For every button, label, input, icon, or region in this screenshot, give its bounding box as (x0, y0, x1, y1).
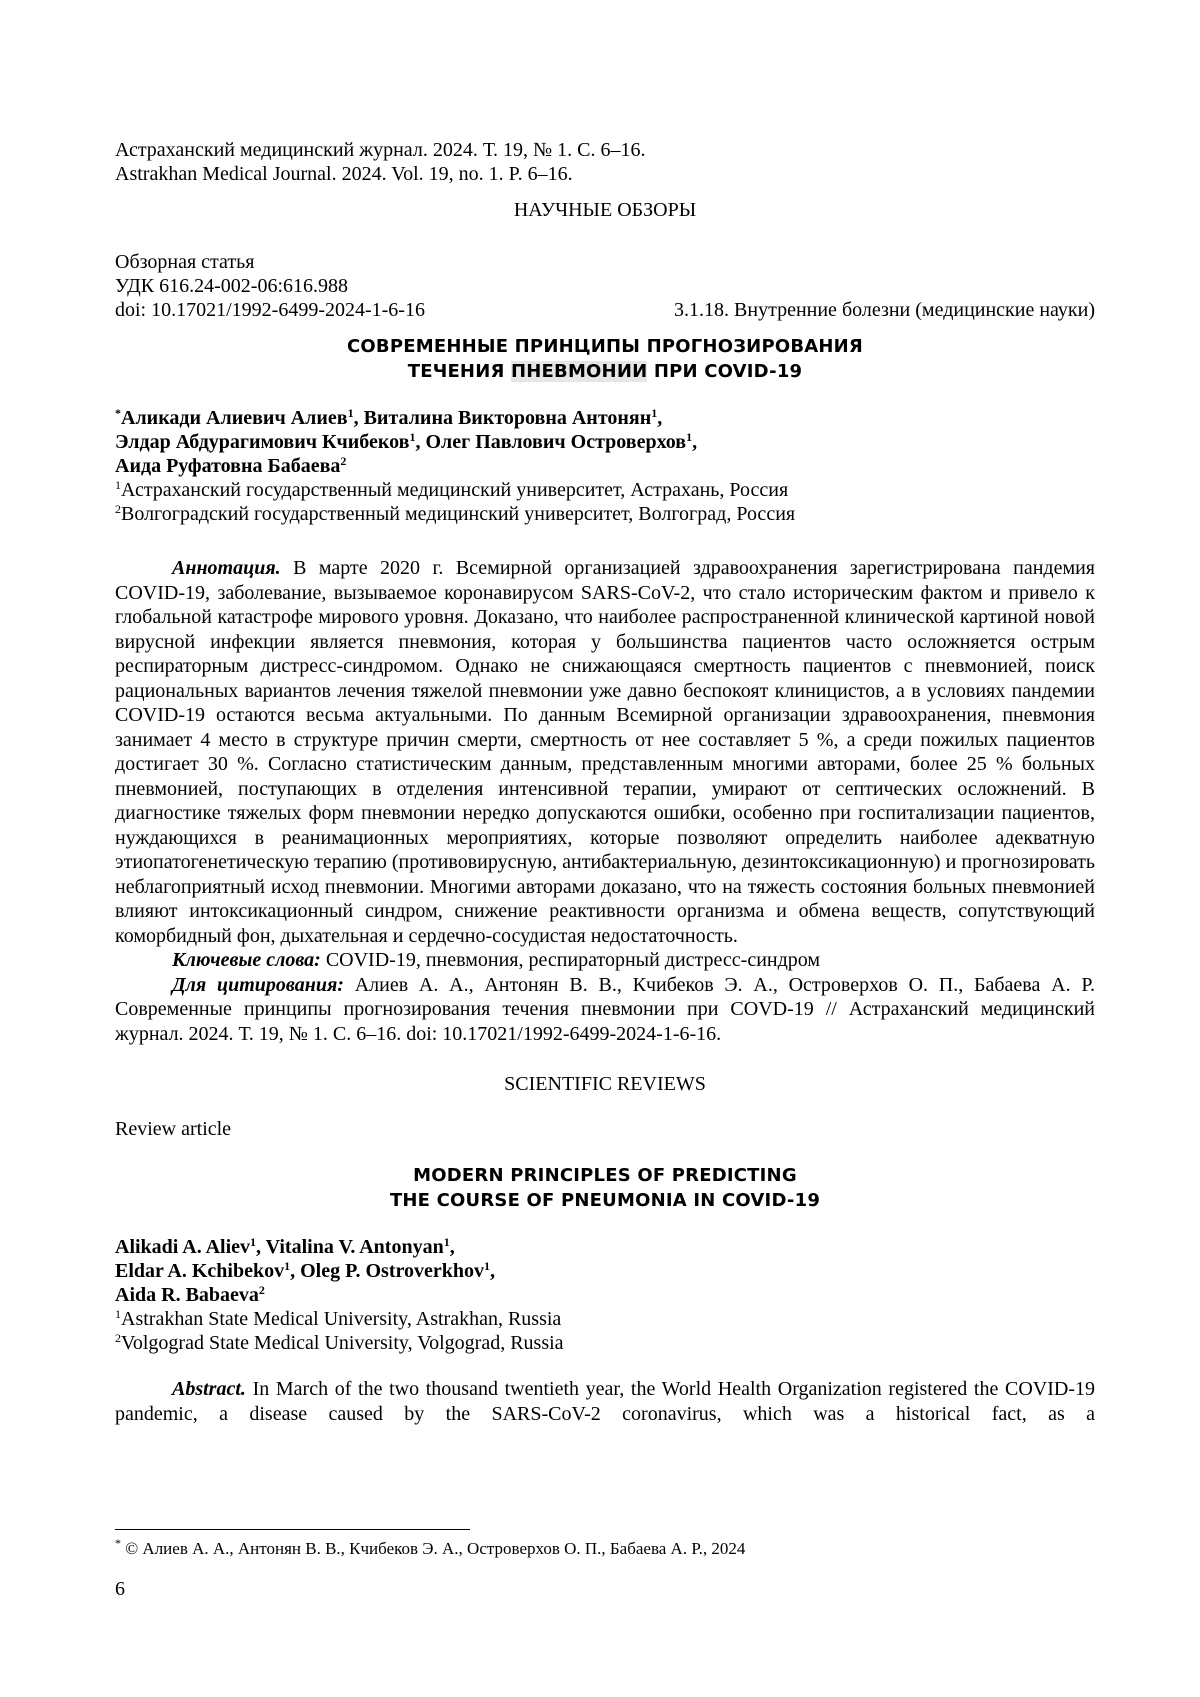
author-sup: 1 (347, 406, 354, 420)
affiliation-text: Volgograd State Medical University, Volgograd, Russia (121, 1332, 564, 1354)
author-marker: * (115, 406, 121, 420)
title-ru-part-a: ТЕЧЕНИЯ (407, 361, 511, 382)
citation-line-en: Astrakhan Medical Journal. 2024. Vol. 19, no. 1. P. 6–16. (115, 163, 573, 185)
title-ru-line1: СОВРЕМЕННЫЕ ПРИНЦИПЫ ПРОГНОЗИРОВАНИЯ (347, 336, 863, 357)
affiliation-ru-2 (115, 502, 1095, 526)
abstract-en-paragraph (115, 1377, 1095, 1426)
author-sep: , (256, 1236, 266, 1258)
keywords-ru-label: Ключевые слова: (172, 949, 321, 971)
affiliation-sup: 1 (115, 478, 121, 492)
author-name: Аликади Алиевич Алиев (121, 407, 348, 429)
keywords-ru-text: COVID-19, пневмония, респираторный дистресс-синдром (325, 949, 821, 971)
abstract-en-label: Abstract. (172, 1378, 246, 1400)
authors-en-line1 (115, 1235, 1095, 1259)
title-ru-line2 (115, 359, 1095, 384)
specialty-code: 3.1.18. Внутренние болезни (медицинские науки) (674, 299, 1095, 321)
author-name: Alikadi A. Aliev (115, 1236, 251, 1258)
author-sup: 1 (284, 1259, 291, 1273)
author-sep: , (490, 1260, 496, 1282)
title-en-line2: THE COURSE OF PNEUMONIA IN COVID-19 (389, 1190, 821, 1211)
author-sup: 1 (484, 1259, 491, 1273)
author-name: Олег Павлович Островерхов (425, 431, 687, 453)
author-sup: 2 (258, 1283, 265, 1297)
udc-code: УДК 616.24-002-06:616.988 (115, 275, 348, 297)
footnote-text: © Алиев А. А., Антонян В. В., Кчибеков Э. А., Островерхов О. П., Бабаева А. Р., 2024 (125, 1539, 746, 1558)
author-name: Oleg P. Ostroverkhov (300, 1260, 485, 1282)
author-sep: , (449, 1236, 455, 1258)
authors-ru (115, 406, 1095, 536)
footnote-divider (115, 1529, 470, 1530)
title-en (115, 1163, 1095, 1223)
cite-ru-label: Для цитирования: (172, 973, 344, 996)
article-meta-ru (115, 250, 1095, 334)
citation-line-ru: Астраханский медицинский журнал. 2024. Т. 19, № 1. С. 6–16. (115, 139, 646, 161)
affiliation-text: Волгоградский государственный медицинский университет, Волгоград, Россия (121, 503, 796, 525)
abstract-en-text: In March of the two thousand twentieth year, the World Health Organization registered the COVID-19 pandemic, a disease caused by the SARS-CoV-2 coronavirus, which was a historical fact, as a (115, 1378, 1095, 1425)
doi: doi: 10.17021/1992-6499-2024-1-6-16 (115, 299, 425, 321)
authors-ru-line2 (115, 430, 1095, 454)
author-sup: 2 (340, 454, 347, 468)
author-sup: 1 (651, 406, 658, 420)
author-sep: , (415, 431, 426, 453)
affiliation-sup: 2 (115, 502, 121, 516)
author-sep: , (657, 407, 663, 429)
abstract-ru (115, 556, 1095, 1046)
authors-en (115, 1235, 1095, 1355)
abstract-ru-label: Аннотация. (172, 557, 281, 579)
title-en-line1: MODERN PRINCIPLES OF PREDICTING (413, 1165, 797, 1186)
title-ru (115, 334, 1095, 398)
abstract-ru-text: В марте 2020 г. Всемирной организацией здравоохранения зарегистрирована пандемия COVID-19, заболевание, вызываемое коронавирусом SARS-CoV-2, что стало историческим фактом и привело к глобальной катастрофе мирового уровня. Доказано, что наиболее распространенной клинической картиной новой вирусной инфекции является пневмония, которая у большинства пациентов часто осложняется острым респираторным дистресс-синдромом. Однако не снижающаяся смертность пациентов с пневмонией, поиск рациональных вариантов лечения тяжелой пневмонии уже давно беспокоят клиницистов, а в условиях пандемии COVID-19 остаются весьма актуальными. По данным Всемирной организации здравоохранения, пневмония занимает 4 место в структуре причин смерти, смертность от нее составляет 5 %, а среди пожилых пациентов достигает 30 %. Согласно статистическим данным, представленным многими авторами, более 25 % больных пневмонией, поступающих в отделения интенсивной терапии, умирают от септических осложнений. В диагностике тяжелых форм пневмонии нередко допускаются ошибки, особенно при госпитализации пациентов, нуждающихся в реанимационных мероприятиях, которые позволяют определить наиболее адекватную этиопатогенетическую терапию (противовирусную, антибактериальную, дезинтоксикационную) и прогнозировать неблагоприятный исход пневмонии. Многими авторами доказано, что на тяжесть состояния больных пневмонией влияют интоксикационный синдром, снижение реактивности организма и обмена веществ, сопутствующий коморбидный фон, дыхательная и сердечно-сосудистая недостаточность. (115, 557, 1096, 947)
authors-en-line2 (115, 1259, 1095, 1283)
author-name: Vitalina V. Antonyan (265, 1236, 444, 1258)
section-heading-en: SCIENTIFIC REVIEWS (504, 1073, 706, 1095)
journal-citation (115, 138, 1095, 198)
author-sup: 1 (409, 430, 416, 444)
author-sup: 1 (250, 1235, 257, 1249)
affiliation-ru-1 (115, 478, 1095, 502)
footnote-marker: * (115, 1536, 121, 1550)
abstract-ru-paragraph (115, 556, 1095, 948)
author-name: Виталина Викторовна Антонян (363, 407, 652, 429)
section-heading-ru: НАУЧНЫЕ ОБЗОРЫ (513, 199, 697, 221)
affiliation-en-1 (115, 1307, 1095, 1331)
authors-en-line3 (115, 1283, 1095, 1307)
copyright-footnote (115, 1538, 745, 1560)
abstract-en (115, 1377, 1095, 1426)
doi-row (115, 298, 1095, 322)
page-number: 6 (115, 1578, 125, 1600)
author-sep: , (290, 1260, 301, 1282)
author-name: Элдар Абдурагимович Кчибеков (115, 431, 410, 453)
author-sep: , (692, 431, 698, 453)
author-sep: , (353, 407, 364, 429)
affiliation-text: Астраханский государственный медицинский университет, Астрахань, Россия (121, 479, 789, 501)
page-body (115, 138, 1095, 1426)
title-ru-highlight: ПНЕВМОНИИ (511, 361, 648, 382)
cite-ru (115, 973, 1095, 1047)
affiliation-en-2 (115, 1331, 1095, 1355)
author-name: Eldar A. Kchibekov (115, 1260, 285, 1282)
affiliation-sup: 2 (115, 1331, 121, 1345)
affiliation-sup: 1 (115, 1307, 121, 1321)
keywords-ru (115, 948, 1095, 973)
affiliation-text: Astrakhan State Medical University, Astrakhan, Russia (121, 1308, 562, 1330)
author-sup: 1 (443, 1235, 450, 1249)
cite-ru-text: Алиев А. А., Антонян В. В., Кчибеков Э. А., Островерхов О. П., Бабаева А. Р. Современные принципы прогнозирования течения пневмонии при COVD-19 // Астраханский медицинский журнал. 2024. Т. 19, № 1. С. 6–16. doi: 10.17021/1992-6499-2024-1-6-16. (115, 973, 1095, 1045)
authors-ru-line3 (115, 454, 1095, 478)
author-sup: 1 (686, 430, 693, 444)
author-name: Aida R. Babaeva (115, 1284, 259, 1306)
article-type-ru: Обзорная статья (115, 251, 255, 273)
title-ru-part-b: ПРИ COVID-19 (647, 361, 803, 382)
authors-ru-line1 (115, 406, 1095, 430)
article-type-en: Review article (115, 1118, 232, 1140)
author-name: Аида Руфатовна Бабаева (115, 455, 341, 477)
